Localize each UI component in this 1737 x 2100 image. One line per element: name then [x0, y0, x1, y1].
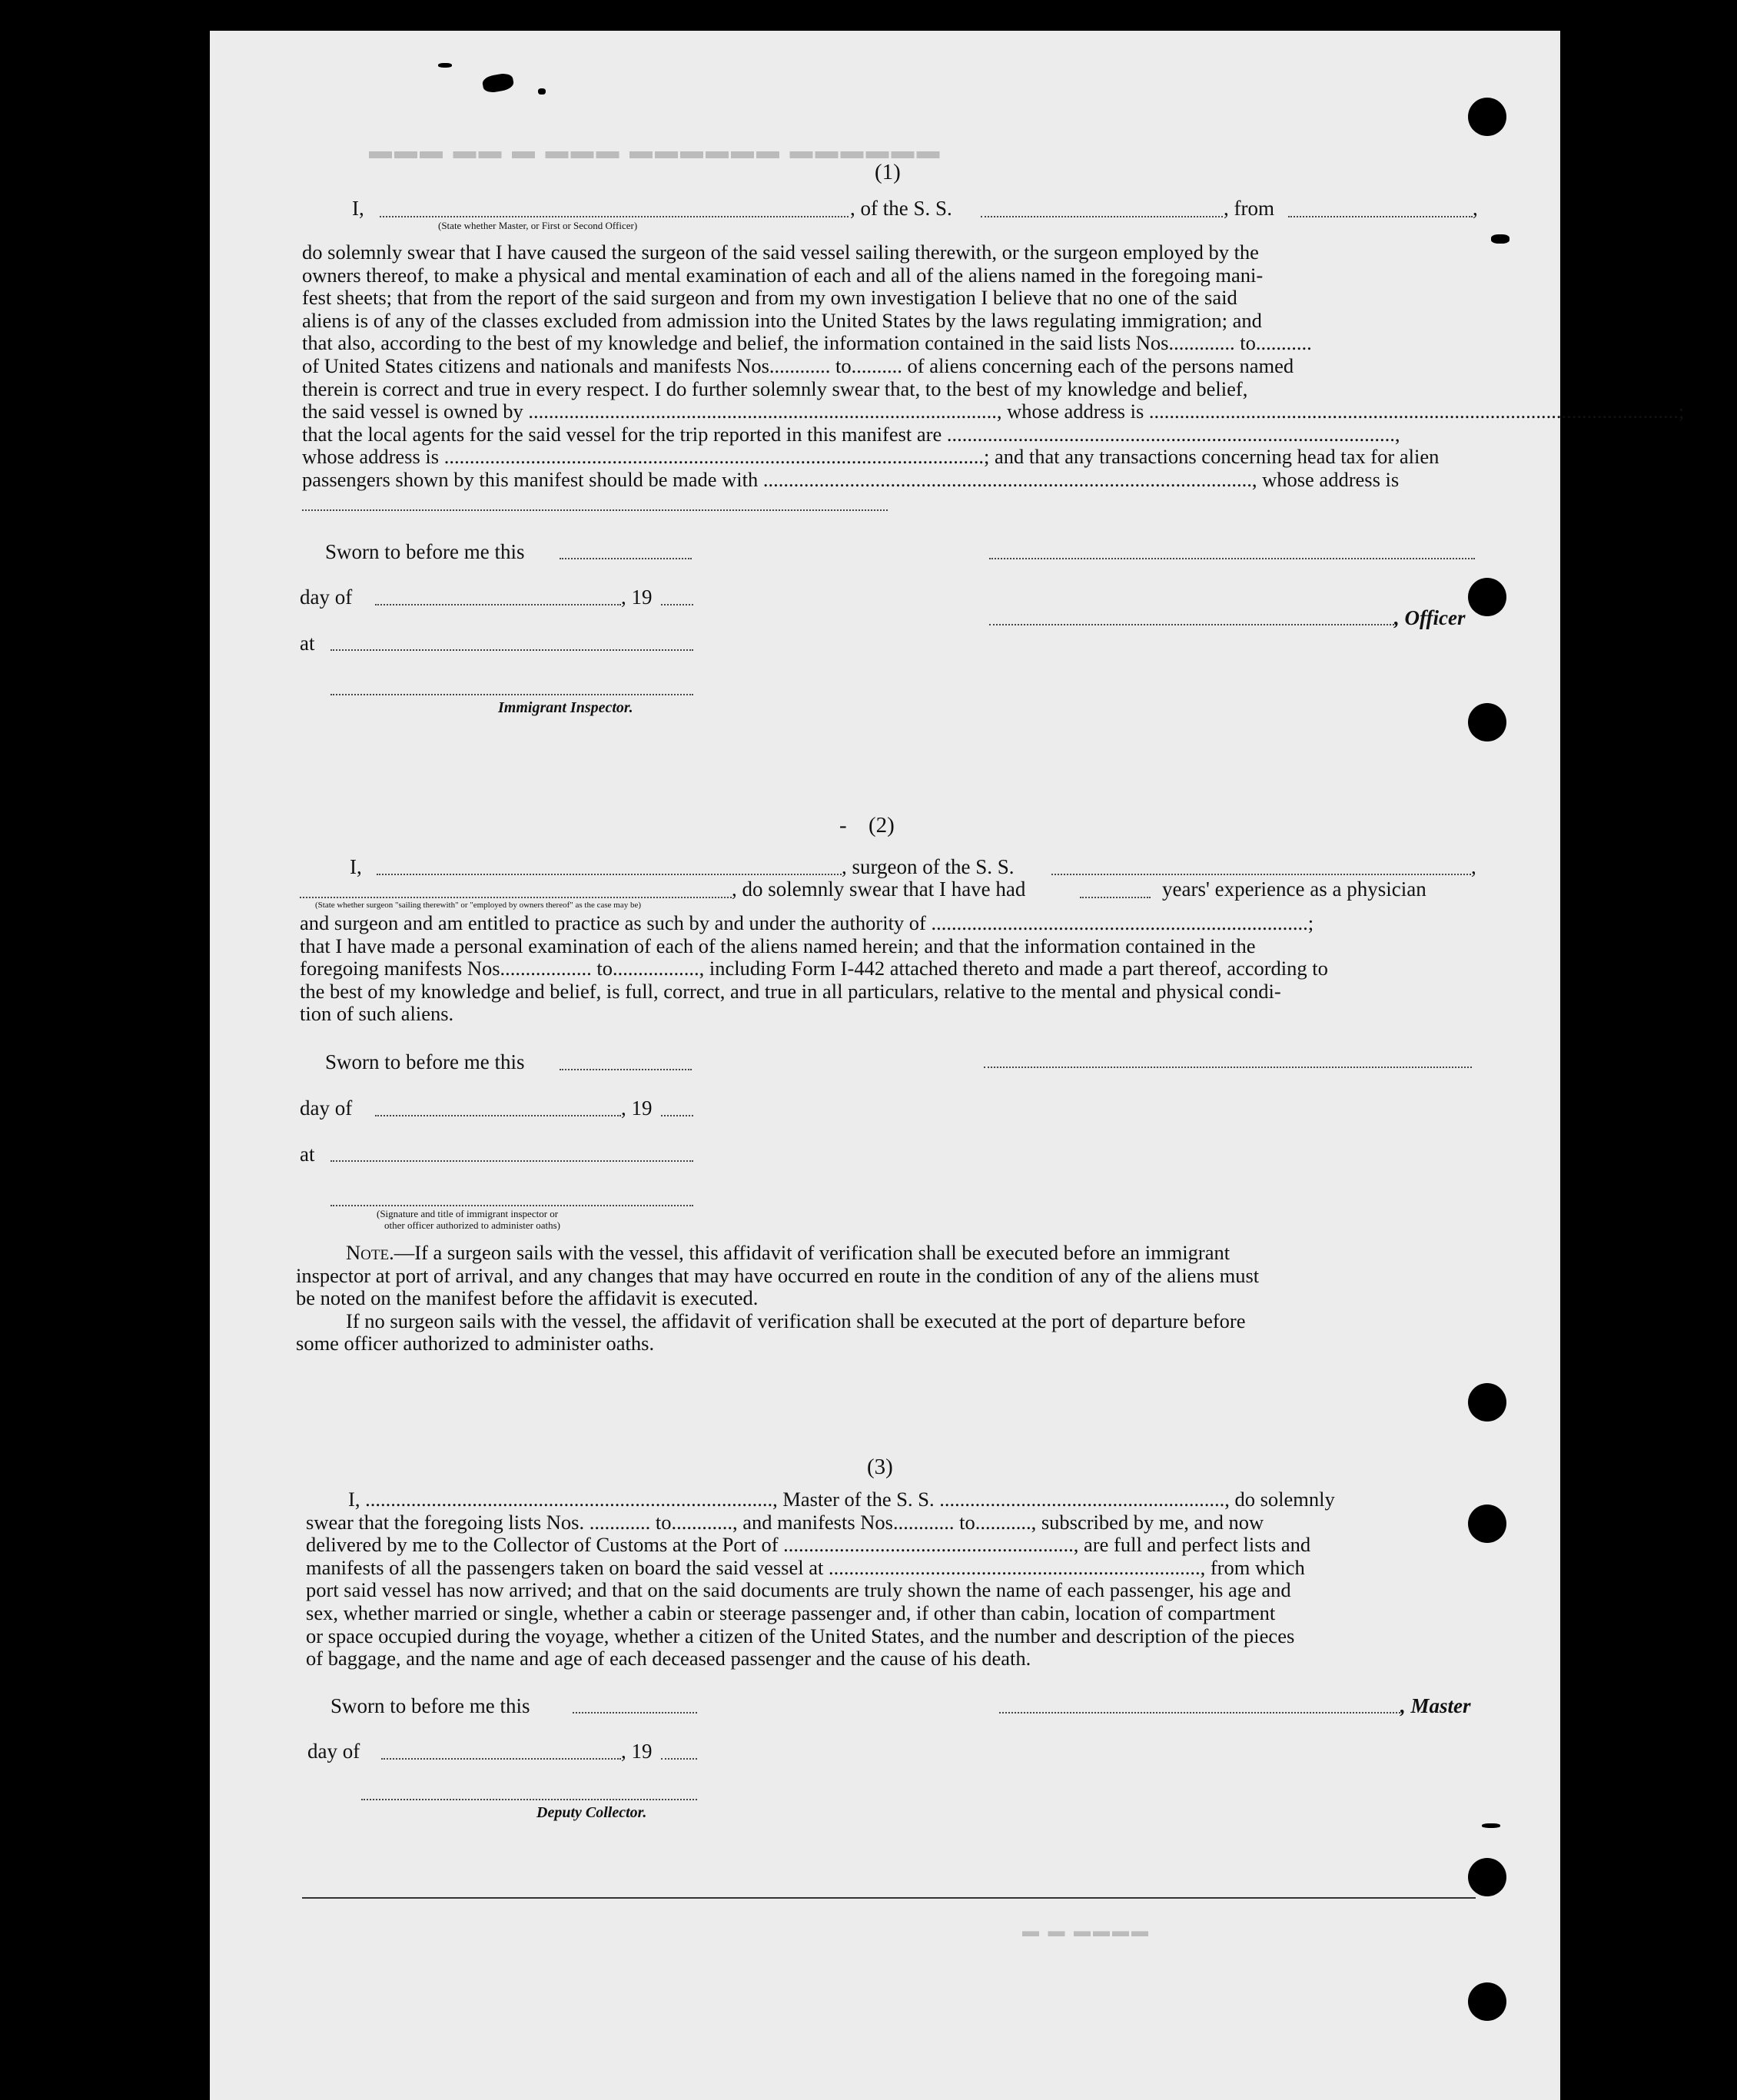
year-field[interactable] — [661, 1758, 697, 1760]
oath-line: owners thereof, to make a physical and mental examination of each and all of the aliens named in the foregoing mani- — [302, 263, 1264, 287]
bottom-rule — [302, 1897, 1476, 1899]
day-of-label: day of — [307, 1740, 360, 1763]
oath-line: the said vessel is owned by ............................................................................................, whose address is ........................................................................................................; — [302, 400, 1685, 423]
oath-line: that I have made a personal examination of each of the aliens named herein; and that the information contained in the — [300, 934, 1256, 957]
oath-line: that also, according to the best of my knowledge and belief, the information contained in the said lists Nos............. to........... — [302, 331, 1312, 355]
inspector-signature-field[interactable] — [330, 694, 693, 695]
master-label: , Master — [1400, 1694, 1471, 1717]
punch-hole — [1468, 98, 1506, 136]
oath-line: manifests of all the passengers taken on board the said vessel at ........................................................................., from which — [306, 1555, 1305, 1579]
of-the-ss-label: , of the S. S. — [850, 197, 952, 220]
signature-note: (Signature and title of immigrant inspector or — [377, 1208, 559, 1219]
oath-line: delivered by me to the Collector of Customs at the Port of ........................................................., are full and perfect lists and — [306, 1533, 1311, 1557]
month-field[interactable] — [375, 1115, 621, 1116]
oath-line: I, ................................................................................, Master of the S. S. ........................................................, do solemnly — [348, 1488, 1335, 1511]
punch-hole — [1468, 578, 1506, 616]
at-label: at — [300, 1143, 315, 1166]
oath-line: sex, whether married or single, whether a cabin or steerage passenger and, if other than cabin, location of compartment — [306, 1601, 1276, 1624]
oath-line: passengers shown by this manifest should be made with ................................................................................................, whose address is — [302, 467, 1400, 491]
margin-mark — [1482, 1823, 1500, 1828]
ink-blot — [438, 63, 452, 68]
surgeon-status-note: (State whether surgeon "sailing therewith" or "employed by owners thereof" as the case may be) — [315, 901, 642, 910]
collector-signature-field[interactable] — [361, 1799, 697, 1800]
punch-hole — [1468, 1982, 1506, 2021]
oath-line: port said vessel has now arrived; and that on the said documents are truly shown the name of each passenger, his age and — [306, 1578, 1291, 1602]
sworn-label: Sworn to before me this — [330, 1694, 530, 1717]
oath-line: or space occupied during the voyage, whether a citizen of the United States, and the number and description of the pieces — [306, 1624, 1295, 1647]
film-mark — [77, 1591, 81, 1597]
comma: , — [1473, 197, 1478, 220]
inspector-signature-field[interactable] — [330, 1205, 693, 1206]
ink-blot — [538, 88, 546, 95]
section-1-i: I, — [352, 197, 364, 220]
year-field[interactable] — [661, 1115, 693, 1116]
experience-physician-text: years' experience as a physician — [1162, 877, 1426, 901]
head-tax-address-field[interactable] — [302, 509, 888, 511]
section-2-dash: - — [839, 813, 847, 838]
note-paragraph — [296, 1242, 1473, 1355]
oath-line: tion of such aliens. — [300, 1002, 454, 1026]
master-signature-field[interactable] — [999, 1712, 1400, 1714]
section-1-number: (1) — [875, 160, 901, 184]
surgeon-of-ss-label: , surgeon of the S. S. — [842, 855, 1015, 878]
years-experience-field[interactable] — [1080, 897, 1151, 898]
section-3-oath-text — [306, 1488, 1480, 1670]
sworn-date-field[interactable] — [573, 1712, 697, 1714]
sworn-label: Sworn to before me this — [325, 540, 525, 563]
month-field[interactable] — [381, 1758, 621, 1760]
note-label: Note. — [346, 1241, 394, 1264]
sworn-date-field[interactable] — [560, 558, 692, 559]
comma: , — [1471, 855, 1476, 878]
sworn-place-field[interactable] — [330, 649, 693, 651]
officer-name-field[interactable] — [380, 216, 849, 217]
surgeon-signature-field[interactable] — [984, 1067, 1472, 1068]
signature-note: other officer authorized to administer oaths) — [384, 1219, 560, 1231]
punch-hole — [1468, 703, 1506, 741]
margin-mark — [1491, 234, 1509, 244]
oath-line: aliens is of any of the classes excluded from admission into the United States by the laws regulating immigration; and — [302, 308, 1262, 332]
year-label: , 19 — [621, 1096, 653, 1120]
note-line: —If a surgeon sails with the vessel, this affidavit of verification shall be executed before an immigrant — [394, 1241, 1231, 1264]
oath-line: do solemnly swear that I have caused the surgeon of the said vessel sailing therewith, or the surgeon employed by the — [302, 241, 1259, 264]
oath-line: of United States citizens and nationals and manifests Nos............ to.......... of aliens concerning each of the persons named — [302, 353, 1294, 377]
section-2-oath-text — [300, 912, 1473, 1026]
at-label: at — [300, 632, 315, 655]
swear-experience-text: , do solemnly swear that I have had — [732, 877, 1026, 901]
year-label: , 19 — [621, 1740, 653, 1763]
section-2-number: (2) — [868, 813, 895, 838]
year-field[interactable] — [661, 604, 693, 605]
vessel-name-field[interactable] — [981, 216, 1223, 217]
note-line: some officer authorized to administer oaths. — [296, 1332, 655, 1355]
collector-label: Deputy Collector. — [536, 1804, 647, 1821]
note-line: If no surgeon sails with the vessel, the affidavit of verification shall be executed at the port of departure before — [346, 1309, 1246, 1332]
punch-hole — [1468, 1858, 1506, 1896]
from-label: , from — [1224, 197, 1274, 220]
section-3-number: (3) — [867, 1455, 893, 1479]
sworn-label: Sworn to before me this — [325, 1050, 525, 1073]
month-field[interactable] — [375, 604, 621, 605]
officer-rank-note: (State whether Master, or First or Second Officer) — [438, 220, 638, 231]
inspector-label: Immigrant Inspector. — [498, 699, 633, 716]
officer-signature-field[interactable] — [989, 558, 1475, 559]
year-label: , 19 — [621, 586, 653, 609]
oath-line: therein is correct and true in every respect. I do further solemnly swear that, to the best of my knowledge and belief, — [302, 377, 1248, 400]
sworn-place-field[interactable] — [330, 1160, 693, 1162]
sworn-date-field[interactable] — [560, 1069, 692, 1070]
surgeon-status-field[interactable] — [300, 897, 732, 898]
day-of-label: day of — [300, 586, 353, 609]
film-mark — [78, 1652, 84, 1683]
day-of-label: day of — [300, 1096, 353, 1120]
film-mark — [80, 1706, 85, 1775]
section-1-oath-text — [302, 241, 1685, 492]
oath-line: of baggage, and the name and age of each deceased passenger and the cause of his death. — [306, 1647, 1031, 1670]
section-2-i: I, — [350, 855, 362, 878]
oath-line: whose address is ..........................................................................................................; and that any transactions concerning head tax for alien — [302, 445, 1440, 469]
surgeon-vessel-field[interactable] — [1051, 874, 1471, 875]
punch-hole — [1468, 1383, 1506, 1422]
note-line: be noted on the manifest before the affidavit is executed. — [296, 1286, 759, 1310]
bleed-through: ▬ ▬ ▬▬▬▬ — [1022, 1921, 1151, 1940]
officer-label: , Officer — [1394, 606, 1466, 629]
from-port-field[interactable] — [1288, 216, 1473, 217]
note-line: inspector at port of arrival, and any changes that may have occurred en route in the condition of any of the aliens must — [296, 1263, 1260, 1287]
surgeon-name-field[interactable] — [377, 874, 842, 875]
oath-line: swear that the foregoing lists Nos. ............ to............, and manifests Nos............ to..........., subscribed by me, and now — [306, 1510, 1264, 1534]
oath-line: foregoing manifests Nos.................. to................., including Form I-442 attached thereto and made a part thereof, according to — [300, 957, 1328, 980]
oath-line: the best of my knowledge and belief, is full, correct, and true in all particulars, relative to the mental and physical condi- — [300, 979, 1281, 1003]
oath-line: that the local agents for the said vessel for the trip reported in this manifest are ........................................................................................, — [302, 422, 1400, 446]
bleed-through: ▬▬▬ ▬▬ ▬ ▬▬▬ ▬▬▬▬▬▬ ▬▬▬▬▬▬ — [369, 138, 942, 164]
film-mark — [75, 1537, 81, 1552]
officer-title-field[interactable] — [989, 624, 1394, 625]
oath-line: and surgeon and am entitled to practice as such by and under the authority of ..........................................................................; — [300, 911, 1314, 934]
oath-line: fest sheets; that from the report of the said surgeon and from my own investigation I believe that no one of the said — [302, 286, 1237, 310]
